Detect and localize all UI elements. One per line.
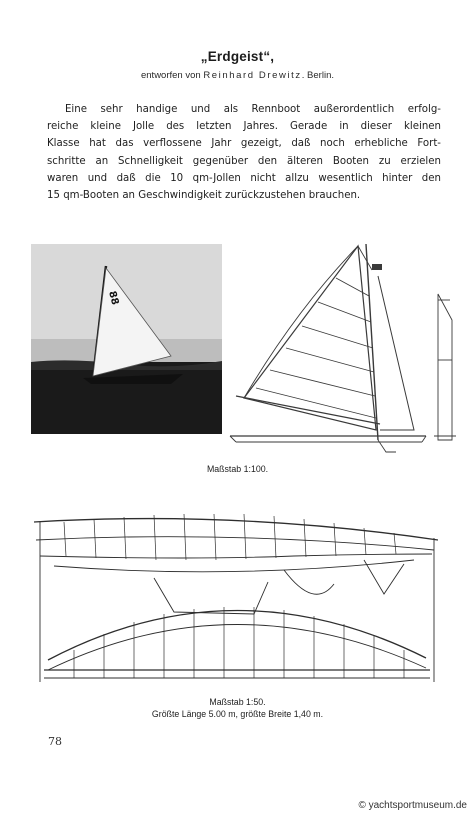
article-title: „Erdgeist“, xyxy=(200,49,275,64)
intro-line: Klasse hat das verflossene Jahr gezeigt, daß noch erhebliche Fort- xyxy=(47,138,441,150)
subtitle-prefix: entworfen von xyxy=(140,70,201,81)
page-number: 78 xyxy=(48,735,62,748)
intro-line: reiche kleine Jolle des letzten Jahres. Gerade in dieser kleinen xyxy=(47,121,441,133)
sailing-photo xyxy=(31,244,222,434)
dimensions-caption: Größte Länge 5.00 m, größte Breite 1,40 m. xyxy=(151,709,324,719)
article-subtitle xyxy=(0,70,475,81)
sail-plan-scale-caption: Maßstab 1:100. xyxy=(206,464,269,474)
copyright-credit: © yachtsportmuseum.de xyxy=(358,800,467,811)
intro-line: 15 qm-Booten an Geschwindigkeit zurückzustehen brauchen. xyxy=(47,190,361,202)
designer-place: . Berlin. xyxy=(301,70,334,81)
intro-paragraph xyxy=(47,101,441,204)
sail-plan-drawing xyxy=(226,240,462,454)
intro-line: Eine sehr handige und als Rennboot außerordentlich erfolg- xyxy=(65,104,441,115)
intro-line: schritte an Schnelligkeit gegenüber den älteren Booten zu erzielen xyxy=(47,155,441,167)
lines-scale-caption: Maßstab 1:50. xyxy=(209,697,266,707)
svg-text:88: 88 xyxy=(106,289,121,307)
hull-lines-drawing xyxy=(34,510,438,690)
designer-name: Reinhard Drewitz xyxy=(203,70,302,81)
intro-line: waren und daß die 10 qm-Jollen nicht allzu wesentlich hinter den xyxy=(47,172,441,184)
